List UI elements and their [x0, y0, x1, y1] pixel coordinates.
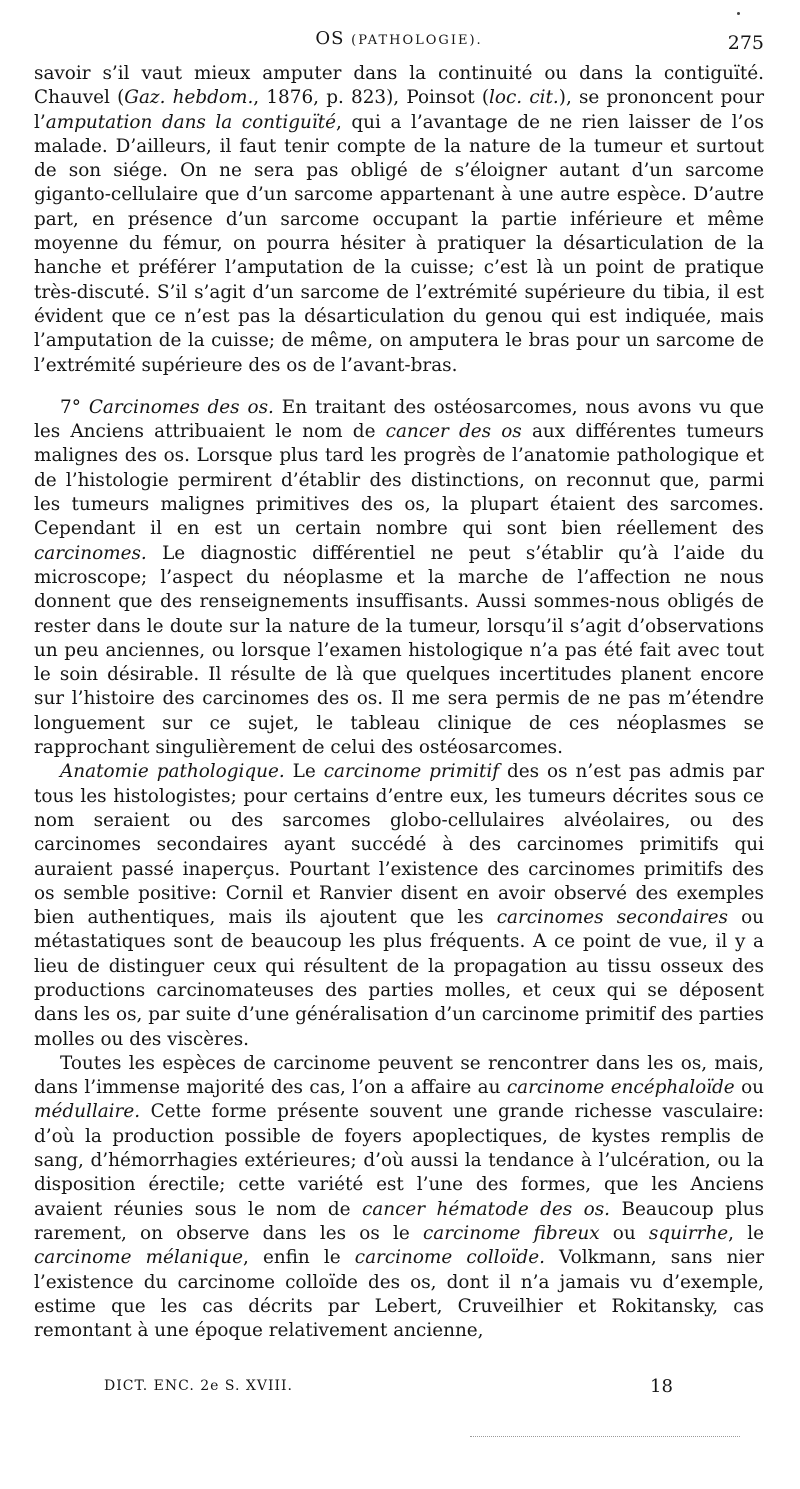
paragraph-anatomie-pathologique — [34, 760, 764, 1052]
italic-text-run: squirrhe — [648, 1222, 729, 1244]
paragraph-carcinomes-des-os — [34, 396, 764, 760]
page-speck — [737, 12, 740, 15]
italic-text-run: carcinomes secondaires — [496, 907, 728, 929]
text-run: Le — [284, 761, 324, 783]
print-bleed-line — [470, 1436, 740, 1438]
body-text — [34, 62, 764, 1343]
text-run: Le diagnostic différentiel ne peut s’établir qu’à l’aide du microscope; l’aspect du néoplasme et la marche de l’affection ne nous donnent que des renseignements insuffisants. Aussi sommes-nous obligés de rester dans le doute sur la nature de la tumeur, lorsqu’il s’agit d’observations un peu anciennes, ou lorsque l’examen histologique n’a pas été fait avec tout le soin désirable. Il résulte de là que quelques incertitudes planent encore sur l’histoire des carcinomes des os. Il me sera permis de ne pas m’étendre longuement sur ce sujet, le tableau clinique de ces néoplasmes se rapprochant singulièrement de celui des ostéosarcomes. — [34, 542, 764, 759]
text-run: Toutes les espèces de carcinome peuvent se rencontrer dans les os, mais, dans l’immense majorité des cas, l’on a affaire au — [34, 1052, 764, 1099]
italic-text-run: médullaire. — [34, 1101, 141, 1123]
italic-text-run: carcinome encéphaloïde — [506, 1077, 735, 1099]
italic-text-run: cancer hématode des os. — [361, 1198, 611, 1220]
italic-text-run: cancer des os — [385, 421, 522, 443]
paragraph-especes-de-carcinome — [34, 1052, 764, 1344]
text-run: , enfin le — [242, 1247, 355, 1269]
italic-text-run: Gaz. hebdom. — [124, 87, 254, 109]
text-run: , le — [728, 1222, 764, 1244]
text-run: Volkmann, sans nier l’existence du carcinome colloïde des os, dont il n’a jamais vu d’exemple, estime que les cas décrits par Lebert, Cruveilhier et Rokitansky, cas remontant à une époque relativement ancienne, — [34, 1247, 764, 1342]
italic-text-run: Anatomie pathologique. — [60, 761, 285, 783]
text-run: Cette forme présente souvent une grande richesse vasculaire: d’où la production possible de foyers apoplectiques, de kystes remplis de sang, d’hémorrhagies extérieures; d’où aussi la tendance à l’ulcération, ou la disposition érectile; cette variété est l’une des formes, que les Anciens avaient réunies sous le nom de — [34, 1101, 764, 1220]
running-title — [34, 28, 764, 49]
running-title-sub: (PATHOLOGIE). — [351, 33, 483, 48]
text-run: savoir s’il vaut mieux amputer dans la continuité ou dans la contiguïté. Chauvel ( — [34, 63, 764, 109]
text-run: ), se prononcent pour l’ — [34, 87, 765, 133]
italic-text-run: carcinome primitif — [323, 761, 500, 783]
italic-text-run: loc. cit. — [489, 87, 559, 109]
running-title-main: OS — [315, 28, 345, 49]
text-run: , 1876, p. 823), Poinsot ( — [253, 87, 490, 109]
text-run: ou — [599, 1222, 649, 1244]
italic-text-run: carcinomes. — [34, 542, 147, 564]
text-run: 7° — [60, 396, 89, 418]
text-run: des os n’est pas admis par tous les histologistes; pour certains d’entre eux, les tumeurs décrites sous ce nom seraient ou des sarcomes globo-cellulaires alvéolaires, ou des carcinomes secondaires ayant succédé à des carcinomes primitifs qui auraient passé inaperçus. Pourtant l’existence des carcinomes primitifs des os semble positive: Cornil et Ranvier disent en avoir observé des exemples bien authentiques, mais ils ajoutent que les — [34, 761, 764, 929]
text-run: ou — [734, 1077, 764, 1099]
text-run: ou métastatiques sont de beaucoup les plus fréquents. A ce point de vue, il y a lieu de distinguer ceux qui résultent de la propagation au tissu osseux des productions carcinomateuses des parties molles, et ceux qui se déposent dans les os, par suite d’une généralisation d’un carcinome primitif des parties molles ou des viscères. — [34, 907, 765, 1050]
paragraph-amputation — [34, 62, 764, 378]
italic-text-run: Carcinomes des os. — [88, 396, 274, 418]
page-number: 275 — [727, 32, 764, 54]
text-run: Beaucoup plus rarement, on observe dans les os le — [34, 1198, 765, 1244]
page-footer — [34, 1378, 764, 1408]
text-run: , qui a l’avantage de ne rien laisser de l’os malade. D’ailleurs, il faut tenir compte de la nature de la tumeur et surtout de son siége. On ne sera pas obligé de s’éloigner autant d’un sarcome giganto-cellulaire que d’un sarcome appartenant à une autre espèce. D’autre part, en présence d’un sarcome occupant la partie inférieure et même moyenne du fémur, on pourra hésiter à pratiquer la désarticulation de la hanche et préférer l’amputation de la cuisse; c’est là un point de pratique très-discuté. S’il s’agit d’un sarcome de l’extrémité supérieure du tibia, il est évident que ce n’est pas la désarticulation du genou qui est indiquée, mais l’amputation de la cuisse; de même, on amputera le bras pour un sarcome de l’extrémité supérieure des os de l’avant-bras. — [34, 111, 764, 376]
running-header — [34, 28, 764, 58]
italic-text-run: carcinome fibreux — [422, 1222, 600, 1244]
text-run: En traitant des ostéosarcomes, nous avons vu que les Anciens attribuaient le nom de — [34, 396, 765, 443]
italic-text-run: carcinome mélanique — [34, 1247, 243, 1269]
signature-mark: DICT. ENC. 2e S. XVIII. — [104, 1378, 293, 1394]
sheet-number: 18 — [650, 1376, 673, 1397]
italic-text-run: amputation dans la contiguïté — [45, 111, 337, 133]
text-run: aux différentes tumeurs malignes des os. Lorsque plus tard les progrès de l’anatomie pathologique et de l’histologie permirent d’établir des distinctions, on reconnut que, parmi les tumeurs malignes primitives des os, la plupart étaient des sarcomes. Cependant il en est un certain nombre qui sont bien réellement des — [34, 421, 764, 540]
italic-text-run: carcinome colloïde. — [354, 1247, 545, 1269]
